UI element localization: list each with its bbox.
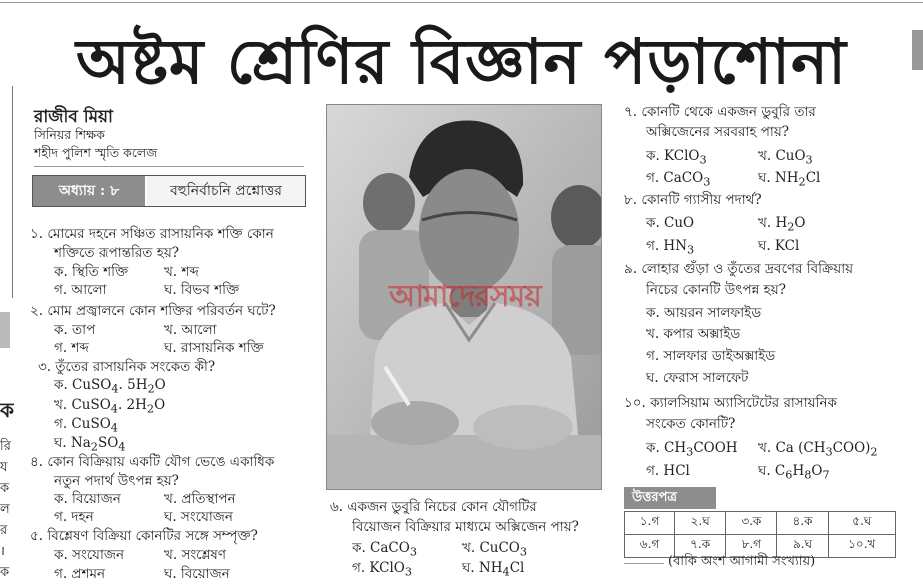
option: ক. আয়রন সালফাইড (646, 305, 762, 321)
author-divider (34, 166, 304, 167)
option-formula: খ. CuSO$_4$. $2H_2O$ (54, 397, 166, 416)
answer-cell: ৬.গ (625, 535, 675, 558)
option-formula: খ. CuO$_3$ (758, 148, 813, 167)
option: খ. আলো (164, 322, 217, 338)
option: ঘ. রাসায়নিক শক্তি (164, 340, 264, 356)
option-formula: গ. KClO$_3$ (352, 560, 413, 579)
question-6: ৬. একজন ডুবুরি নিচের কোন যৌগটির (330, 499, 537, 515)
option-formula: খ. $H_2O$ (758, 215, 806, 234)
answer-sheet (624, 487, 896, 558)
question-1: ১. মোমের দহনে সঞ্চিত রাসায়নিক শক্তি কোন (30, 226, 274, 242)
question-7-line2: অক্সিজেনের সরবরাহ পায়? (646, 124, 790, 140)
question-2: ২. মোম প্রজ্বালনে কোন শক্তির পরিবর্তন ঘটে? (30, 303, 276, 319)
option-formula: ক. KClO$_3$ (646, 148, 707, 167)
answer-table (624, 511, 896, 558)
left-edge-text: রি (0, 439, 11, 454)
option: গ. প্রশমন (54, 566, 106, 582)
left-edge-heading: ক (0, 400, 14, 421)
newspaper-watermark: আমাদেরসময় (389, 279, 541, 314)
question-8: ৮. কোনটি গ্যাসীয় পদার্থ? (624, 192, 762, 208)
question-5: ৫. বিশ্লেষণ বিক্রিয়া কোনটির সঙ্গে সম্পৃক্ত? (30, 528, 258, 544)
chapter-type: বহুনির্বাচনি প্রশ্নোত্তর (147, 176, 305, 206)
option-formula: গ. $HN_3$ (646, 238, 695, 257)
option-formula: ঘ. $C_6H_8O_7$ (758, 463, 830, 482)
top-rule (0, 2, 923, 3)
chapter-label: অধ্যায় : ৮ (33, 176, 147, 206)
left-edge-text: ক (0, 481, 10, 496)
option: খ. শব্দ (164, 264, 199, 280)
option-formula: ক. CuSO$_4$. $5H_2O$ (54, 377, 166, 396)
option: ঘ. সংযোজন (164, 509, 233, 525)
question-7: ৭. কোনটি থেকে একজন ডুবুরি তার (624, 104, 816, 120)
option: খ. সংশ্লেষণ (164, 547, 227, 563)
option-formula: খ. CuCO$_3$ (462, 540, 528, 559)
question-1-line2: শক্তিতে রূপান্তরিত হয়? (54, 245, 180, 261)
option: গ. শব্দ (54, 340, 89, 356)
question-3: ৩. তুঁতের রাসায়নিক সংকেত কী? (38, 359, 216, 375)
option: ঘ. ফেরাস সালফেট (646, 370, 749, 386)
answer-cell: ১.গ (625, 512, 675, 535)
left-edge-text: ক (0, 565, 10, 580)
left-edge-text: ল (0, 502, 10, 517)
option: খ. প্রতিস্থাপন (164, 491, 236, 507)
option: ক. CuO (646, 215, 695, 231)
option-formula: খ. Ca $(CH_3COO)_2$ (758, 440, 878, 459)
option: খ. কপার অক্সাইড (646, 326, 741, 342)
option: ক. তাপ (54, 322, 96, 338)
left-edge-rule (0, 86, 13, 298)
right-edge-bar (912, 30, 923, 70)
author-name: রাজীব মিয়া (34, 107, 113, 127)
option-formula: ক. CaCO$_3$ (352, 540, 417, 559)
author-institution: শহীদ পুলিশ স্মৃতি কলেজ (34, 145, 158, 160)
answer-cell: ১০.খ (828, 535, 895, 558)
option: ঘ. বিয়োজন (164, 566, 230, 582)
left-edge-bar (0, 312, 10, 348)
option: গ. HCl (646, 463, 690, 479)
answer-cell: ২.ঘ (675, 512, 726, 535)
question-10-line2: সংকেত কোনটি? (646, 416, 736, 432)
option: গ. দহন (54, 509, 94, 525)
question-9: ৯. লোহার গুঁড়া ও তুঁতের দ্রবণের বিক্রিয়ায় (624, 261, 854, 277)
option: গ. আলো (54, 282, 107, 298)
question-4: ৪. কোন বিক্রিয়ায় একটি যৌগ ভেঙে একাধিক (30, 454, 275, 470)
option: ঘ. বিভব শক্তি (164, 282, 240, 298)
author-designation: সিনিয়র শিক্ষক (34, 127, 105, 142)
option: গ. সালফার ডাইঅক্সাইড (646, 348, 776, 364)
option-formula: গ. CaCO$_3$ (646, 170, 711, 189)
option: ক. বিয়োজন (54, 491, 121, 507)
option-formula: ঘ. $NH_4Cl$ (462, 560, 525, 579)
option: ক. স্থিতি শক্তি (54, 264, 129, 280)
option: ক. সংযোজন (54, 547, 125, 563)
option-formula: ঘ. $NH_2Cl$ (758, 170, 821, 189)
option-formula: গ. CuSO$_4$ (54, 416, 118, 435)
answer-sheet-heading: উত্তরপত্র (624, 487, 716, 509)
question-10: ১০. ক্যালসিয়াম অ্যাসিটেটের রাসায়নিক (624, 395, 837, 411)
answer-cell: ৭.ক (675, 535, 726, 558)
question-9-line2: নিচের কোনটি উৎপন্ন হয়? (646, 282, 786, 298)
answer-cell: ৫.ঘ (828, 512, 895, 535)
left-edge-text: র (0, 523, 8, 538)
left-edge-text: য (0, 460, 8, 475)
chapter-bar (32, 175, 306, 207)
question-6-line2: বিয়োজন বিক্রিয়ার মাধ্যমে অক্সিজেন পায়? (352, 519, 579, 535)
option: ঘ. KCl (758, 238, 800, 254)
question-4-line2: নতুন পদার্থ উৎপন্ন হয়? (54, 473, 179, 489)
footer-rule (624, 563, 664, 564)
answer-cell: ৩.ক (726, 512, 777, 535)
table-row (625, 512, 896, 535)
left-edge-text: । (0, 544, 5, 559)
option-formula: ক. $CH_3COOH$ (646, 440, 738, 459)
answer-cell: ৪.ক (777, 512, 828, 535)
continued-note: (বাকি অংশ আগামী সংখ্যায়) (668, 554, 816, 569)
answer-cell: ৯.ঘ (777, 535, 828, 558)
page-title: অষ্টম শ্রেণির বিজ্ঞান পড়াশোনা (75, 25, 848, 98)
option-formula: ঘ. $Na_2SO_4$ (54, 435, 126, 454)
answer-cell: ৮.গ (726, 535, 777, 558)
